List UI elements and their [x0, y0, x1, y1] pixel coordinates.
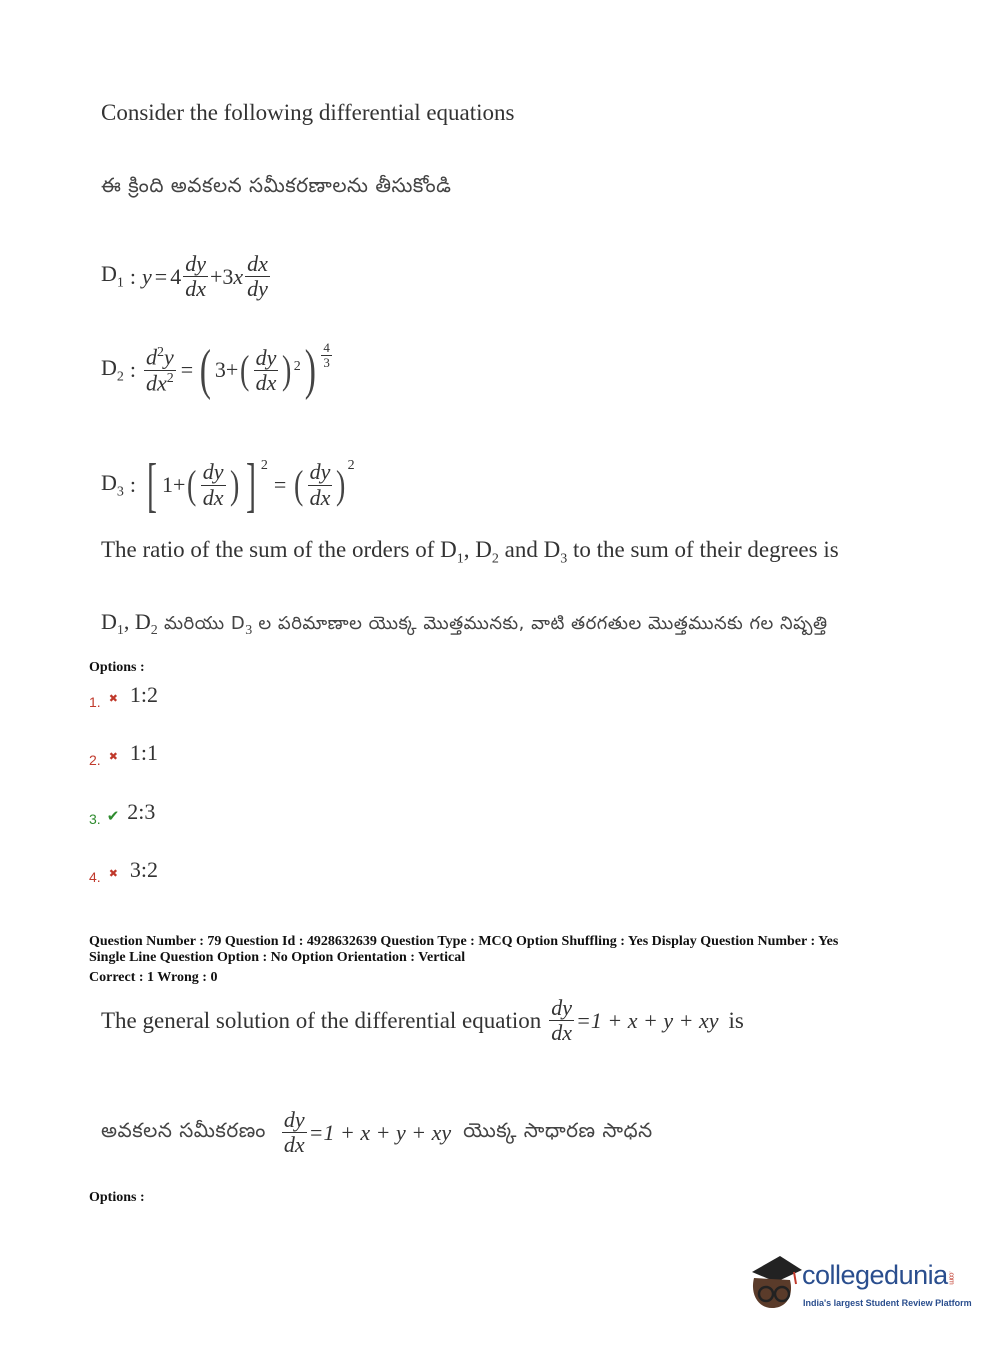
ratio-question-english: The ratio of the sum of the orders of $D_1$, $D_2$ and $D_3$ to the sum of their degrees is	[101, 537, 839, 567]
meta-line-1: Question Number : 79 Question Id : 4928632639 Question Type : MCQ Option Shuffling : Yes Display Question Number : Yes	[89, 934, 839, 949]
equation-d2: $D_2$ : $\frac{d^2y}{dx^2}$ = ( 3+ ( $\frac{dy}{dx}$ ) 2 ) $\frac{4}{3}$	[101, 339, 330, 401]
check-icon: ✔	[106, 808, 120, 825]
q79-stem-telugu: అవకలన సమీకరణం $\frac{dy}{dx}$ =1 + x + y + xy యొక్క సాధారణ సాధన	[101, 1107, 653, 1158]
logo-tagline: India's largest Student Review Platform	[803, 1298, 972, 1308]
option-number: 1.	[89, 694, 101, 710]
intro-english: Consider the following differential equations	[101, 100, 515, 125]
options-label: Options :	[89, 660, 145, 675]
option-1[interactable]	[89, 680, 158, 710]
collegedunia-logo[interactable]	[742, 1250, 982, 1330]
logo-suffix: .com	[947, 1270, 955, 1284]
q79-stem-english: The general solution of the differential equation $\frac{dy}{dx}$ =1 + x + y + xy is	[101, 995, 744, 1046]
intro-telugu: ఈ క్రింది అవకలన సమీకరణాలను తీసుకోండి	[101, 173, 452, 197]
option-value: 1:1	[129, 740, 159, 765]
logo-name: collegedunia	[802, 1260, 948, 1290]
ratio-question-telugu: $D_1$, $D_2$ మరియు $D_3$ ల పరిమాణాల యొక్క మొత్తమునకు, వాటి తరగతుల మొత్తమునకు గల నిష్పత్తి	[101, 609, 828, 638]
d1-label: $D_1$	[101, 261, 124, 291]
meta-line-2: Single Line Question Option : No Option Orientation : Vertical	[89, 950, 466, 965]
wrong-icon: ✖	[108, 867, 118, 880]
option-value: 2:3	[127, 799, 156, 824]
d3-label: $D_3$	[101, 469, 124, 500]
option-3[interactable]	[89, 797, 155, 827]
equation-d3: $D_3$ : [ 1+ ( $\frac{dy}{dx}$ ) ] $^2$ = ( $\frac{dy}{dx}$ ) $^2$	[101, 452, 355, 518]
d2-label: $D_2$	[101, 355, 124, 385]
option-number: 4.	[89, 869, 101, 885]
option-4[interactable]	[89, 855, 158, 885]
option-number: 2.	[89, 752, 101, 768]
meta-line-3: Correct : 1 Wrong : 0	[89, 970, 218, 985]
option-value: 3:2	[129, 857, 159, 882]
option-number: 3.	[89, 811, 101, 827]
wrong-icon: ✖	[108, 692, 118, 705]
option-2[interactable]	[89, 738, 158, 768]
wrong-icon: ✖	[108, 750, 118, 763]
q79-options-label: Options :	[89, 1190, 145, 1205]
question-meta	[89, 934, 989, 986]
equation-d1: $D_1$ : y = 4 $\frac{dy}{dx}$ +3x $\frac{dx}{dy}$	[101, 251, 268, 302]
mascot-icon	[742, 1250, 802, 1314]
option-value: 1:2	[129, 682, 159, 707]
